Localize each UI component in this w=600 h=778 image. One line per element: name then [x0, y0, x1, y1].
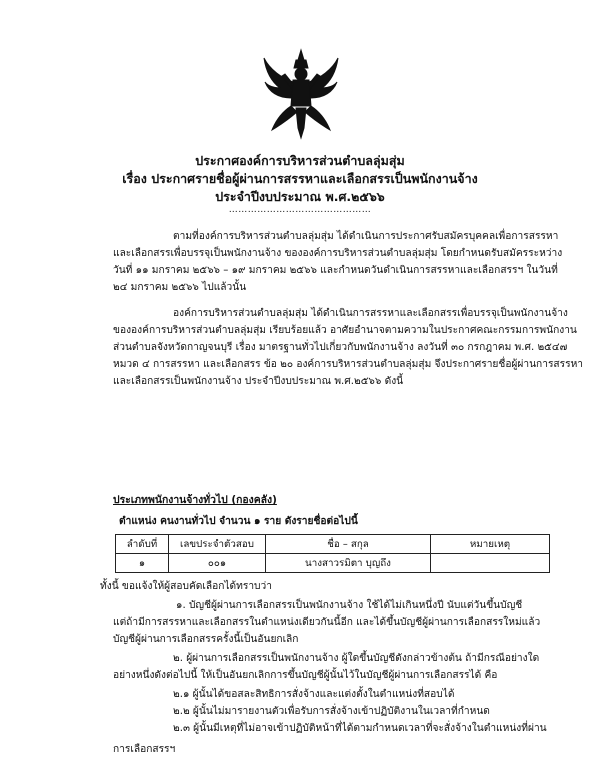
cell-remark [431, 554, 550, 573]
para2-line5: และเลือกสรรเป็นพนักงานจ้าง ประจำปีงบประมาณ พ.ศ.๒๕๖๖ ดังนี้ [113, 376, 404, 387]
title-separator: ……………………………………… [228, 205, 372, 215]
sub-item-2-3: ๒.๓ ผู้นั้นมีเหตุที่ไม่อาจเข้าปฏิบัติหน้าที่ได้ตามกำหนดเวลาที่จะสั่งจ้างในตำแหน่งที่ผ่าน [173, 723, 547, 734]
para2-line1: องค์การบริหารส่วนตำบลลุ่มสุ่ม ได้ดำเนินการสรรหาและเลือกสรรเพื่อบรรจุเป็นพนักงานจ้าง [173, 308, 568, 319]
section-title: ประเภทพนักงานจ้างทั่วไป (กองคลัง) [113, 494, 277, 506]
item2-line2: อย่างหนึ่งดังต่อไปนี้ ให้เป็นอันยกเลิกการขึ้นบัญชีผู้นั้นไว้ในบัญชีผู้ผ่านการเลือกสรรได้ คือ [113, 670, 498, 681]
candidate-table [115, 534, 550, 573]
col-header-remark: หมายเหตุ [431, 535, 550, 554]
para1-line3: วันที่ ๑๑ มกราคม ๒๕๖๖ – ๑๙ มกราคม ๒๕๖๖ และกำหนดวันดำเนินการสรรหาและเลือกสรรฯ ในวันที่ [113, 265, 558, 276]
item1-line3: บัญชีผู้ผ่านการเลือกสรรครั้งนี้เป็นอันยกเลิก [113, 634, 299, 645]
col-header-order: ลำดับที่ [116, 535, 169, 554]
item2-line1: ๒. ผู้ผ่านการเลือกสรรเป็นพนักงานจ้าง ผู้ใดขึ้นบัญชีดังกล่าวข้างต้น ถ้ามีกรณีอย่างใด [173, 653, 540, 664]
item1-line1: ๑. บัญชีผู้ผ่านการเลือกสรรเป็นพนักงานจ้าง ใช้ได้ไม่เกินหนึ่งปี นับแต่วันขึ้นบัญชี [176, 600, 523, 611]
cell-exam-id: ๐๐๑ [169, 554, 266, 573]
notice-intro: ทั้งนี้ ขอแจ้งให้ผู้สอบคัดเลือกได้ทราบว่า [100, 581, 272, 592]
para2-line3: ส่วนตำบลจังหวัดกาญจนบุรี เรื่อง มาตรฐานทั่วไปเกี่ยวกับพนักงานจ้าง ลงวันที่ ๓๐ กรกฎาคม พ.ศ. ๒๕๔๗ [113, 342, 568, 353]
position-line: ตำแหน่ง คนงานทั่วไป จำนวน ๑ ราย ดังรายชื่อต่อไปนี้ [119, 516, 358, 527]
sub-item-2-1: ๒.๑ ผู้นั้นได้ขอสละสิทธิการสั่งจ้างและแต่งตั้งในตำแหน่งที่สอบได้ [173, 689, 455, 700]
table-header-row [116, 535, 550, 554]
para2-line4: หมวด ๔ การสรรหา และเลือกสรร ข้อ ๒๐ องค์การบริหารส่วนตำบลลุ่มสุ่ม จึงประกาศรายชื่อผู้ผ่านการสรรหา [113, 359, 584, 370]
para1-line2: และเลือกสรรเพื่อบรรจุเป็นพนักงานจ้าง ขององค์การบริหารส่วนตำบลลุ่มสุ่ม โดยกำหนดรับสมัครระหว่าง [113, 248, 563, 259]
item1-line2: แต่ถ้ามีการสรรหาและเลือกสรรในตำแหน่งเดียวกันนี้อีก และได้ขึ้นบัญชีผู้ผ่านการเลือกสรรใหม่แล้ว [113, 617, 541, 628]
fiscal-year-line: ประจำปีงบประมาณ พ.ศ.๒๕๖๖ [215, 189, 385, 204]
sub-item-2-3-tail: การเลือกสรรฯ [113, 744, 176, 755]
para2-line2: ขององค์การบริหารส่วนตำบลลุ่มสุ่ม เรียบร้อยแล้ว อาศัยอำนาจตามความในประกาศคณะกรรมการพนักงาน [113, 325, 577, 336]
cell-name: นางสาวรมิตา บุญถึง [266, 554, 431, 573]
cell-order: ๑ [116, 554, 169, 573]
garuda-emblem-icon [262, 48, 340, 140]
announcement-subject: เรื่อง ประกาศรายชื่อผู้ผ่านการสรรหาและเลือกสรรเป็นพนักงานจ้าง [122, 171, 478, 186]
announcement-title: ประกาศองค์การบริหารส่วนตำบลลุ่มสุ่ม [195, 153, 405, 168]
para1-line4: ๒๔ มกราคม ๒๕๖๖ ไปแล้วนั้น [113, 282, 247, 293]
col-header-exam-id: เลขประจำตัวสอบ [169, 535, 266, 554]
col-header-name: ชื่อ – สกุล [266, 535, 431, 554]
sub-item-2-2: ๒.๒ ผู้นั้นไม่มารายงานตัวเพื่อรับการสั่งจ้างเข้าปฏิบัติงานในเวลาที่กำหนด [173, 706, 490, 717]
para1-line1: ตามที่องค์การบริหารส่วนตำบลลุ่มสุ่ม ได้ดำเนินการประกาศรับสมัครบุคคลเพื่อการสรรหา [173, 231, 559, 242]
table-row [116, 554, 550, 573]
